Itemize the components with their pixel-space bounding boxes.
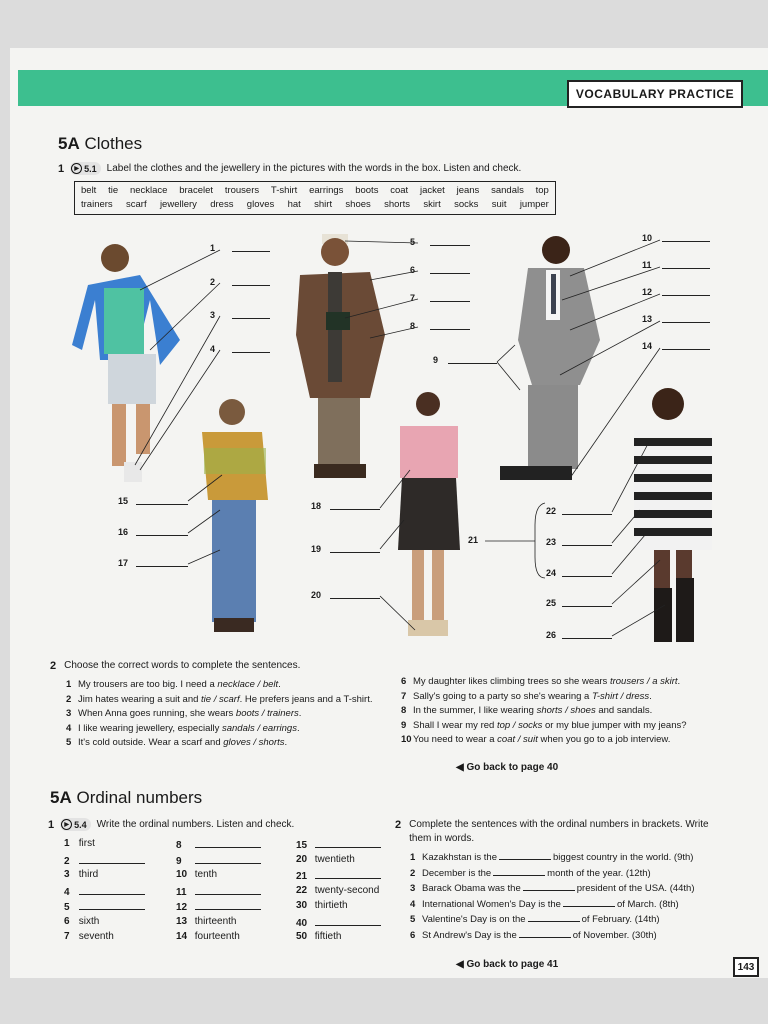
label-number: 6 — [410, 265, 416, 275]
answer-line[interactable] — [232, 352, 270, 353]
sentence-text: president of the USA. (44th) — [576, 883, 695, 895]
ordinal-number: 11 — [176, 886, 187, 898]
answer-options[interactable]: gloves / shorts — [223, 737, 285, 749]
ordinal-number: 21 — [296, 871, 308, 882]
answer-blank[interactable] — [315, 838, 381, 848]
ordinal-number: 6 — [64, 915, 70, 927]
play-icon: ▶ — [71, 163, 82, 174]
answer-line[interactable] — [330, 598, 380, 599]
person-coat-image — [296, 234, 385, 478]
box-word: jumper — [519, 199, 549, 210]
ordinal-item — [296, 900, 348, 911]
answer-blank[interactable] — [79, 885, 145, 895]
box-word: hat — [287, 199, 301, 210]
sentence-text: When Anna goes running, she wears — [78, 708, 236, 720]
ordinals-ex2-header — [395, 818, 725, 846]
ex-instruction: Complete the sentences with the ordinal numbers in brackets. Write them in words. — [409, 819, 709, 844]
ordinal-sentences — [410, 850, 730, 944]
answer-blank[interactable] — [493, 866, 545, 876]
answer-blank[interactable] — [315, 869, 381, 879]
box-word: jacket — [419, 185, 445, 196]
sentence-number: 3 — [66, 708, 72, 720]
sentence-text: . He prefers jeans and a T-shirt. — [239, 693, 373, 705]
answer-options[interactable]: trousers / a skirt — [609, 676, 678, 687]
answer-line[interactable] — [662, 295, 710, 296]
label-number: 19 — [311, 544, 322, 554]
sentence-text: or my blue jumper with my jeans? — [542, 719, 687, 731]
answer-blank[interactable] — [523, 881, 575, 891]
go-back-link[interactable]: ◀ Go back to page 41 — [456, 959, 559, 970]
sentence — [410, 897, 730, 913]
sentence-text: biggest country in the world. (9th) — [553, 852, 694, 863]
label-number: 14 — [642, 341, 653, 351]
label-number: 26 — [546, 630, 557, 640]
ordinal-item — [64, 838, 95, 849]
box-word: sandals — [491, 185, 524, 196]
ordinal-number: 22 — [296, 884, 308, 896]
answer-options[interactable]: coat / suit — [497, 734, 538, 746]
answer-line[interactable] — [330, 552, 380, 553]
label-number: 21 — [468, 535, 479, 545]
box-word: trainers — [81, 199, 113, 210]
sentence-text: It's cold outside. Wear a scarf and — [78, 737, 224, 749]
ordinal-word: seventh — [76, 931, 114, 942]
ordinal-item — [176, 869, 217, 880]
answer-blank[interactable] — [79, 900, 145, 910]
answer-line[interactable] — [136, 504, 188, 505]
box-word: shorts — [384, 199, 410, 210]
sentence-number: 9 — [401, 719, 407, 731]
sentence-text: My daughter likes climbing trees so she wears — [413, 676, 610, 687]
ordinal-word: sixth — [76, 915, 100, 927]
ordinal-item — [64, 885, 145, 898]
box-word: dress — [210, 199, 234, 210]
ordinal-number: 3 — [64, 869, 70, 880]
sentence — [401, 675, 731, 690]
ordinal-word: twenty-second — [312, 884, 380, 896]
sentence — [66, 693, 396, 708]
answer-blank[interactable] — [195, 838, 261, 848]
sentence-text: . — [278, 679, 281, 690]
answer-line[interactable] — [232, 251, 270, 252]
label-number: 20 — [311, 590, 322, 600]
sentence — [66, 736, 396, 751]
label-number: 10 — [642, 233, 653, 243]
label-number: 2 — [210, 277, 216, 287]
ordinal-number: 15 — [296, 840, 308, 851]
ordinal-item — [176, 885, 261, 898]
box-word: jeans — [456, 185, 480, 196]
label-number: 25 — [546, 598, 557, 608]
sentence-number: 6 — [401, 676, 407, 687]
ordinals-ex1-header — [48, 818, 294, 831]
sentence — [401, 704, 731, 719]
go-back-text: Go back to page 41 — [466, 959, 559, 970]
label-number: 23 — [546, 537, 557, 547]
answer-line[interactable] — [562, 545, 612, 546]
ordinal-item — [64, 916, 99, 927]
answer-blank[interactable] — [195, 854, 261, 864]
ordinal-number: 20 — [296, 853, 308, 865]
sentence-text: My trousers are too big. I need a — [78, 679, 218, 690]
sentence — [410, 881, 730, 897]
sentence-text: Valentine's Day is on the — [422, 914, 526, 926]
sentence — [401, 690, 731, 705]
sentence-number: 6 — [410, 929, 416, 941]
box-word: necklace — [129, 185, 168, 196]
ordinal-number: 12 — [176, 902, 188, 913]
sentence-text: when you go to a job interview. — [537, 734, 671, 746]
ordinal-item — [176, 916, 236, 927]
label-number: 9 — [433, 355, 439, 365]
sentence-number: 2 — [410, 867, 416, 879]
person-dress-image — [634, 388, 712, 642]
sentence-text: . — [296, 722, 300, 734]
sentences-right — [401, 675, 731, 748]
box-word: trousers — [224, 185, 260, 196]
ex-instruction: Label the clothes and the jewellery in the pictures with the words in the box. Listen and check. — [106, 163, 522, 174]
ordinals-code: 5A — [50, 788, 72, 807]
sentence-text: Shall I wear my red — [413, 719, 497, 731]
ordinal-word: first — [76, 838, 95, 849]
sentence-text: December is the — [422, 867, 492, 879]
ex-number: 2 — [395, 819, 402, 831]
answer-options[interactable]: necklace / belt — [217, 679, 279, 690]
ordinal-item — [296, 885, 379, 896]
sentence — [410, 928, 730, 944]
ordinal-number: 4 — [64, 886, 70, 898]
sentence-number: 3 — [410, 883, 416, 895]
sentence-number: 7 — [401, 690, 407, 702]
sentence-number: 8 — [401, 705, 407, 717]
play-icon: ▶ — [61, 819, 72, 830]
ordinals-heading — [50, 788, 202, 808]
sentence — [66, 678, 396, 693]
box-word: shoes — [345, 199, 371, 210]
sentence-text: Kazakhstan is the — [422, 852, 497, 863]
answer-line[interactable] — [136, 535, 188, 536]
answer-blank[interactable] — [195, 885, 261, 895]
sentence-text: . — [649, 690, 652, 702]
answer-line[interactable] — [562, 606, 612, 607]
box-word: top — [535, 185, 549, 196]
ordinals-title: Ordinal numbers — [76, 788, 203, 807]
label-number: 1 — [210, 243, 216, 253]
ordinal-number: 40 — [296, 917, 308, 929]
answer-options[interactable]: shorts / shoes — [536, 705, 596, 717]
box-word: earrings — [309, 185, 344, 196]
answer-options[interactable]: top / socks — [496, 719, 543, 731]
label-number: 15 — [118, 496, 129, 506]
person-suit-image — [500, 236, 600, 480]
answer-line[interactable] — [662, 241, 710, 242]
box-word: bracelet — [179, 185, 214, 196]
box-word: skirt — [423, 199, 441, 210]
page-number: 143 — [733, 957, 759, 977]
answer-line[interactable] — [662, 268, 710, 269]
ordinal-word: fiftieth — [312, 931, 342, 942]
ordinal-number: 5 — [64, 902, 70, 913]
box-word: T-shirt — [270, 185, 298, 196]
ordinal-number: 14 — [176, 931, 188, 942]
go-back-link[interactable]: ◀ Go back to page 40 — [456, 762, 559, 773]
sentence-number: 2 — [66, 693, 72, 705]
answer-options[interactable]: T-shirt / dress — [591, 690, 650, 702]
clothes-title: Clothes — [84, 134, 143, 153]
ordinal-number: 7 — [64, 931, 70, 942]
sentences-left — [66, 678, 396, 751]
sentence-number: 4 — [410, 898, 416, 910]
answer-blank[interactable] — [563, 897, 615, 907]
label-number: 22 — [546, 506, 557, 516]
box-word: belt — [81, 185, 97, 196]
sentence — [66, 707, 396, 722]
answer-blank[interactable] — [528, 912, 580, 922]
sentence-text: St Andrew's Day is the — [422, 929, 517, 941]
sentence-number: 4 — [66, 722, 72, 734]
sentence-text: of March. (8th) — [616, 898, 679, 910]
ordinal-number: 1 — [64, 838, 70, 849]
ordinal-item — [64, 931, 114, 942]
box-word: boots — [355, 185, 379, 196]
answer-line[interactable] — [662, 322, 710, 323]
ordinal-number: 9 — [176, 855, 182, 867]
ordinal-item — [296, 916, 381, 929]
audio-track: 5.4 — [74, 819, 87, 830]
box-word: jewellery — [159, 199, 197, 210]
sentence — [410, 866, 730, 882]
answer-blank[interactable] — [79, 854, 145, 864]
answer-line[interactable] — [448, 363, 497, 364]
ordinal-item — [176, 838, 261, 851]
answer-line[interactable] — [430, 273, 470, 274]
sentence — [401, 733, 731, 748]
box-word: suit — [491, 199, 507, 210]
person-skirt-image — [398, 392, 460, 636]
sentence-text: International Women's Day is the — [422, 898, 561, 910]
answer-line[interactable] — [430, 301, 470, 302]
ordinal-number: 50 — [296, 931, 308, 942]
answer-line[interactable] — [662, 349, 710, 350]
answer-line[interactable] — [562, 514, 612, 515]
section-label: VOCABULARY PRACTICE — [567, 80, 743, 108]
answer-options[interactable]: sandals / earrings — [221, 722, 297, 734]
box-word: gloves — [246, 199, 275, 210]
ordinal-word: thirteenth — [192, 915, 237, 927]
sentence-number: 1 — [410, 852, 416, 863]
answer-blank[interactable] — [195, 900, 261, 910]
clothes-code: 5A — [58, 134, 80, 153]
label-number: 17 — [118, 558, 129, 568]
go-back-text: Go back to page 40 — [466, 762, 559, 773]
ordinal-number: 13 — [176, 915, 188, 927]
ex-number: 2 — [50, 660, 57, 672]
sentence-text: Barack Obama was the — [422, 883, 521, 895]
label-number: 7 — [410, 293, 416, 303]
sentence-text: . — [298, 708, 302, 720]
ordinal-number: 8 — [176, 840, 182, 851]
audio-track: 5.1 — [84, 163, 97, 174]
label-number: 11 — [642, 260, 652, 270]
sentence — [410, 850, 730, 866]
ordinal-item — [64, 900, 145, 913]
audio-button[interactable] — [60, 818, 91, 831]
label-number: 18 — [311, 501, 322, 511]
sentence-text: . — [284, 737, 288, 749]
ordinal-word: third — [76, 869, 99, 880]
ex-instruction: Write the ordinal numbers. Listen and check. — [96, 819, 295, 830]
sentence — [401, 719, 731, 734]
ordinal-item — [296, 931, 341, 942]
sentence-number: 5 — [410, 914, 416, 926]
ordinal-item — [176, 854, 261, 867]
ordinal-word: tenth — [192, 869, 218, 880]
label-number: 3 — [210, 310, 216, 320]
box-word: scarf — [126, 199, 147, 210]
clothes-ex2-header — [50, 660, 300, 672]
ex-instruction: Choose the correct words to complete the sentences. — [64, 660, 301, 671]
sentence-text: In the summer, I like wearing — [413, 705, 537, 717]
ordinal-word: twentieth — [312, 853, 355, 865]
ordinal-item — [296, 869, 381, 882]
sentence-text: and sandals. — [595, 705, 653, 717]
ordinal-item — [176, 931, 240, 942]
answer-line[interactable] — [136, 566, 188, 567]
ordinal-item — [176, 900, 261, 913]
ex-number: 1 — [58, 162, 65, 175]
label-number: 12 — [642, 287, 653, 297]
answer-line[interactable] — [562, 638, 612, 639]
sentence-text: You need to wear a — [413, 734, 498, 746]
box-word: coat — [390, 185, 409, 196]
sentence-number: 10 — [401, 734, 412, 746]
sentence-text: of February. (14th) — [581, 914, 660, 926]
label-number: 16 — [118, 527, 129, 537]
answer-line[interactable] — [232, 318, 270, 319]
ordinal-word: fourteenth — [192, 931, 240, 942]
ordinal-item — [64, 869, 98, 880]
answer-options[interactable]: boots / trainers — [235, 708, 299, 720]
answer-blank[interactable] — [499, 850, 551, 860]
answer-blank[interactable] — [519, 928, 571, 938]
sentence-text: of November. (30th) — [572, 929, 657, 941]
answer-line[interactable] — [562, 576, 612, 577]
box-word: socks — [454, 199, 479, 210]
box-word: shirt — [314, 199, 333, 210]
answer-line[interactable] — [330, 509, 380, 510]
ordinal-item — [296, 854, 355, 865]
sentence-text: Jim hates wearing a suit and — [78, 693, 202, 705]
box-word: tie — [108, 185, 119, 196]
label-number: 4 — [210, 344, 216, 354]
label-number: 13 — [642, 314, 653, 324]
answer-line[interactable] — [430, 329, 470, 330]
label-number: 8 — [410, 321, 416, 331]
sentence-text: I like wearing jewellery, especially — [78, 722, 222, 734]
sentence — [410, 912, 730, 928]
label-number: 5 — [410, 237, 416, 247]
ex-number: 1 — [48, 818, 55, 831]
person-runner-image — [72, 244, 180, 482]
answer-options[interactable]: tie / scarf — [201, 693, 240, 705]
label-number: 24 — [546, 568, 557, 578]
ordinal-item — [296, 838, 381, 851]
ordinal-number: 30 — [296, 900, 308, 911]
sentence-text: . — [677, 676, 681, 687]
sentence-number: 5 — [66, 737, 72, 749]
ordinal-number: 2 — [64, 855, 70, 867]
ordinal-item — [64, 854, 145, 867]
sentence-number: 1 — [66, 679, 72, 690]
answer-line[interactable] — [232, 285, 270, 286]
answer-blank[interactable] — [315, 916, 381, 926]
ordinal-number: 10 — [176, 869, 188, 880]
sentence-text: month of the year. (12th) — [547, 867, 651, 879]
answer-line[interactable] — [430, 245, 470, 246]
sentence — [66, 722, 396, 737]
sentence-text: Sally's going to a party so she's wearing a — [413, 690, 592, 702]
ordinal-word: thirtieth — [312, 900, 348, 911]
